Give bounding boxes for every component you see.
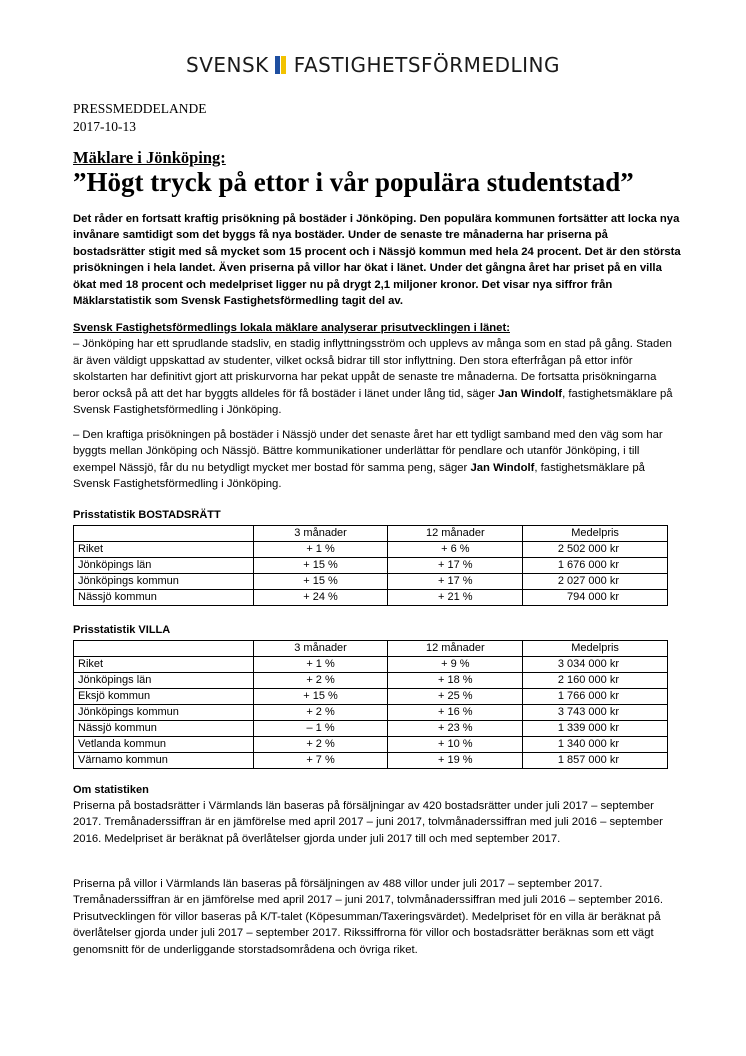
table-cell: 1 857 000 kr [523, 753, 668, 769]
table-header-cell: 3 månader [253, 526, 388, 542]
table-row [74, 689, 668, 705]
quote-tail-1: , fastighetsmäklare på Svensk Fastighetsförmedling i Jönköping. [73, 387, 673, 417]
table-cell: + 24 % [253, 590, 388, 606]
about-heading: Om statistiken [73, 784, 149, 796]
table-cell: 2 160 000 kr [523, 673, 668, 689]
table-row [74, 542, 668, 558]
table-cell: 1 339 000 kr [523, 721, 668, 737]
analysis-paragraph-1 [73, 320, 683, 418]
release-type: PRESSMEDDELANDE [73, 101, 207, 116]
table-cell: 3 034 000 kr [523, 657, 668, 673]
table-row [74, 705, 668, 721]
table-row [74, 721, 668, 737]
table-cell: + 2 % [253, 705, 388, 721]
table-villa [73, 640, 668, 769]
table-cell: + 1 % [253, 657, 388, 673]
table-cell: Jönköpings län [74, 558, 254, 574]
quote-tail-2: , fastighetsmäklare på Svensk Fastighetsförmedling i Jönköping. [73, 461, 645, 491]
table-cell: + 15 % [253, 558, 388, 574]
table-cell: Nässjö kommun [74, 721, 254, 737]
about-paragraph-2: Priserna på villor i Värmlands län baseras på försäljningen av 488 villor under juli 2017 – september 2017. Tremånaderssiffran är en jämförelse med april 2017 – juni 2017, tolvmånaderssiffran med juli 2016 – september 2016. Prisutvecklingen för villor baseras på K/T-talet (Köpesumman/Taxeringsvärdet). Medelpriset för en villa är beräknat på överlåtelser gjorda under juli 2017 – september 2017. Rikssiffrorna för villor och bostadsrätter beräknas som ett vägt genomsnitt för de underliggande storstadsområdena och övriga riket. [73, 878, 664, 956]
table-cell: 1 676 000 kr [523, 558, 668, 574]
table-row [74, 737, 668, 753]
table-cell: Riket [74, 542, 254, 558]
quote-text-2: – Den kraftiga prisökningen på bostäder i Nässjö under det senaste året har ett tydligt samband med den väg som har byggts mellan Jönköping och Nässjö. Bättre kommunikationer underlättar för pendlare och utanför Jönköping, i till exempel Nässjö, får du nu betydligt mycket mer bostad för samma peng, säger [73, 429, 663, 474]
table-cell: + 15 % [253, 689, 388, 705]
table-cell: + 17 % [388, 574, 523, 590]
table-row [74, 657, 668, 673]
table-title-villa: Prisstatistik VILLA [73, 624, 171, 636]
table-header-row [74, 641, 668, 657]
table-cell: Vetlanda kommun [74, 737, 254, 753]
table-cell: + 10 % [388, 737, 523, 753]
quote-name-1: Jan Windolf [498, 387, 563, 400]
table-cell: Eksjö kommun [74, 689, 254, 705]
release-date: 2017-10-13 [73, 119, 136, 134]
table-cell: Jönköpings län [74, 673, 254, 689]
table-cell: + 6 % [388, 542, 523, 558]
table-cell: + 23 % [388, 721, 523, 737]
quote-name-2: Jan Windolf [470, 461, 535, 474]
table-cell: + 16 % [388, 705, 523, 721]
table-cell: + 21 % [388, 590, 523, 606]
table-cell: + 2 % [253, 737, 388, 753]
table-cell: + 15 % [253, 574, 388, 590]
table-cell: + 19 % [388, 753, 523, 769]
table-cell: + 1 % [253, 542, 388, 558]
logo-text-right: FASTIGHETSFÖRMEDLING [293, 53, 560, 77]
table-cell: Värnamo kommun [74, 753, 254, 769]
analysis-heading: Svensk Fastighetsförmedlings lokala mäklare analyserar prisutvecklingen i länet: [73, 322, 510, 334]
about-paragraph-1: Priserna på bostadsrätter i Värmlands län baseras på försäljningar av 420 bostadsrätter under juli 2017 – september 2017. Tremånaderssiffran är en jämförelse med april 2017 – juni 2017, tolvmånaderssiffran med juli 2016 – september 2016. Medelpriset är beräknat på överlåtelser gjorda under juli 2017 till och med september 2017. [73, 800, 663, 845]
table-header-row [74, 526, 668, 542]
table-cell: 1 766 000 kr [523, 689, 668, 705]
table-cell: 1 340 000 kr [523, 737, 668, 753]
table-header-cell: Medelpris [523, 641, 668, 657]
headline: ”Högt tryck på ettor i vår populära studentstad” [73, 167, 634, 197]
table-cell: + 7 % [253, 753, 388, 769]
table-header-cell: 12 månader [388, 526, 523, 542]
table-row [74, 753, 668, 769]
table-cell: – 1 % [253, 721, 388, 737]
table-header-cell: 12 månader [388, 641, 523, 657]
lead-paragraph: Det råder en fortsatt kraftig prisökning på bostäder i Jönköping. Den populära kommunen fortsätter att locka nya invånare samtidigt som det byggs få nya bostäder. Under de senaste tre månaderna har priserna på bostadsrätter stigit med så mycket som 15 procent och i Nässjö kommun med hela 24 procent. Det är den största prisökningen i hela landet. Även priserna på villor har ökat i länet. Under det gångna året har priset på en villa ökat med 18 procent och medelpriset ligger nu på drygt 2,1 miljoner kronor. Det visar nya siffror från Mäklarstatistik som Svensk Fastighetsförmedling tagit del av. [73, 213, 681, 308]
kicker: Mäklare i Jönköping: [73, 148, 226, 167]
analysis-paragraph-2 [73, 427, 683, 493]
table-cell: + 17 % [388, 558, 523, 574]
table-cell: Jönköpings kommun [74, 574, 254, 590]
table-cell: + 9 % [388, 657, 523, 673]
table-title-bostadsratt: Prisstatistik BOSTADSRÄTT [73, 509, 221, 521]
company-logo [0, 53, 746, 77]
table-cell: + 2 % [253, 673, 388, 689]
table-header-cell [74, 526, 254, 542]
logo-text-left: SVENSK [186, 53, 269, 77]
table-header-cell: Medelpris [523, 526, 668, 542]
table-cell: 3 743 000 kr [523, 705, 668, 721]
table-cell: 2 027 000 kr [523, 574, 668, 590]
table-cell: 794 000 kr [523, 590, 668, 606]
table-row [74, 558, 668, 574]
quote-text-1: – Jönköping har ett sprudlande stadsliv, en stadig inflyttningsström och upplevs av många som en stad på gång. Staden är även väldigt uppskattad av studenter, vilket också bidrar till stor inflyttning. Den stora efterfrågan på ettor inför skolstarten har definitivt gjort att priskurvorna har pekat uppåt de senaste tre månaderna. De fortsatta prisökningarna beror också på att det har byggts alldeles för få bostäder i länet under lång tid, säger [73, 338, 672, 400]
flag-icon [273, 55, 289, 73]
table-cell: Jönköpings kommun [74, 705, 254, 721]
table-cell: Nässjö kommun [74, 590, 254, 606]
release-meta [73, 100, 207, 136]
table-cell: Riket [74, 657, 254, 673]
table-row [74, 574, 668, 590]
table-header-cell: 3 månader [253, 641, 388, 657]
table-cell: + 25 % [388, 689, 523, 705]
table-cell: 2 502 000 kr [523, 542, 668, 558]
table-bostadsratt [73, 525, 668, 606]
table-header-cell [74, 641, 254, 657]
table-row [74, 590, 668, 606]
table-cell: + 18 % [388, 673, 523, 689]
table-row [74, 673, 668, 689]
